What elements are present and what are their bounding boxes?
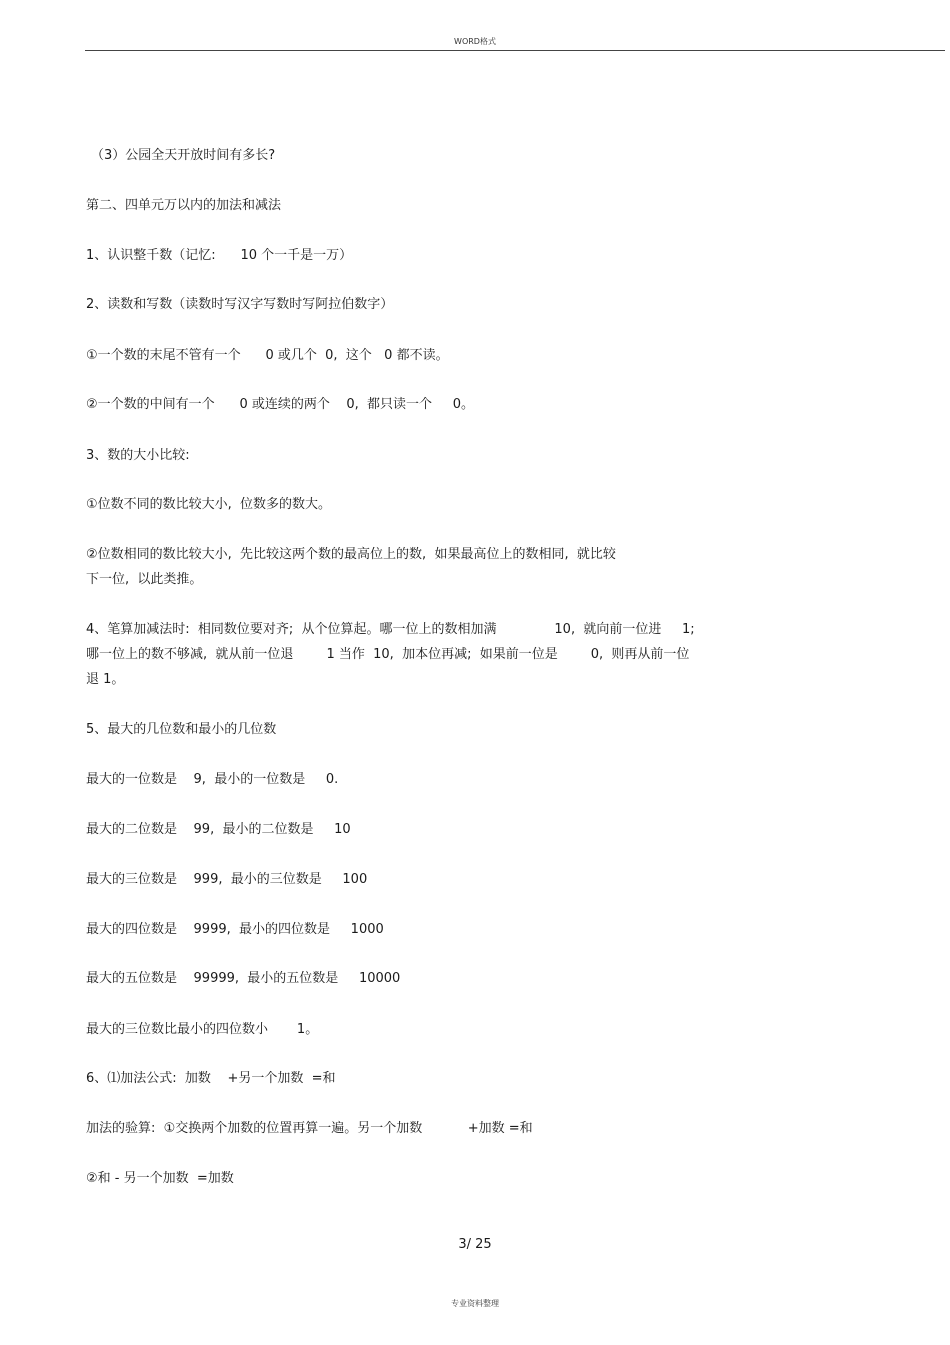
digit-range-4: 最大的四位数是 9999, 最小的四位数是 1000 xyxy=(86,922,384,937)
compare-rule-1: ①位数不同的数比较大小, 位数多的数大。 xyxy=(86,497,332,512)
point-2: 2、读数和写数（读数时写汉字写数时写阿拉伯数字） xyxy=(86,297,394,312)
point-4: 4、笔算加减法时: 相同数位要对齐; 从个位算起。哪一位上的数相加满 10, 就向前一位进 1; xyxy=(86,622,695,637)
addition-check: 加法的验算: ①交换两个加数的位置再算一遍。另一个加数 +加数 =和 xyxy=(86,1121,533,1136)
compare-rule-2-cont: 下一位, 以此类推。 xyxy=(86,572,203,587)
point-4-cont-2: 退 1。 xyxy=(86,672,125,687)
rule-trailing-zero: ①一个数的末尾不管有一个 0 或几个 0, 这个 0 都不读。 xyxy=(86,348,449,363)
page-footer: 专业资料整理 xyxy=(451,1299,499,1308)
header-divider xyxy=(85,50,945,51)
compare-rule-2: ②位数相同的数比较大小, 先比较这两个数的最高位上的数, 如果最高位上的数相同, 就比较 xyxy=(86,547,616,562)
page-number: 3/ 25 xyxy=(458,1237,492,1252)
digit-range-2: 最大的二位数是 99, 最小的二位数是 10 xyxy=(86,822,351,837)
point-4-cont-1: 哪一位上的数不够减, 就从前一位退 1 当作 10, 加本位再减; 如果前一位是 0, 则再从前一位 xyxy=(86,647,690,662)
section-heading: 第二、四单元万以内的加法和减法 xyxy=(86,198,282,213)
digit-range-5: 最大的五位数是 99999, 最小的五位数是 10000 xyxy=(86,971,401,986)
digit-range-1: 最大的一位数是 9, 最小的一位数是 0. xyxy=(86,772,339,787)
addition-check-2: ②和 - 另一个加数 =加数 xyxy=(86,1171,234,1186)
digit-range-diff: 最大的三位数比最小的四位数小 1。 xyxy=(86,1022,319,1037)
rule-middle-zero: ②一个数的中间有一个 0 或连续的两个 0, 都只读一个 0。 xyxy=(86,397,474,412)
point-1: 1、认识整千数（记忆: 10 个一千是一万） xyxy=(86,248,353,263)
point-5: 5、最大的几位数和最小的几位数 xyxy=(86,722,277,737)
question-line: （3）公园全天开放时间有多长? xyxy=(91,148,276,163)
page-header: WORD格式 xyxy=(454,37,496,46)
point-6: 6、⑴加法公式: 加数 +另一个加数 =和 xyxy=(86,1071,336,1086)
digit-range-3: 最大的三位数是 999, 最小的三位数是 100 xyxy=(86,872,368,887)
point-3: 3、数的大小比较: xyxy=(86,448,190,463)
